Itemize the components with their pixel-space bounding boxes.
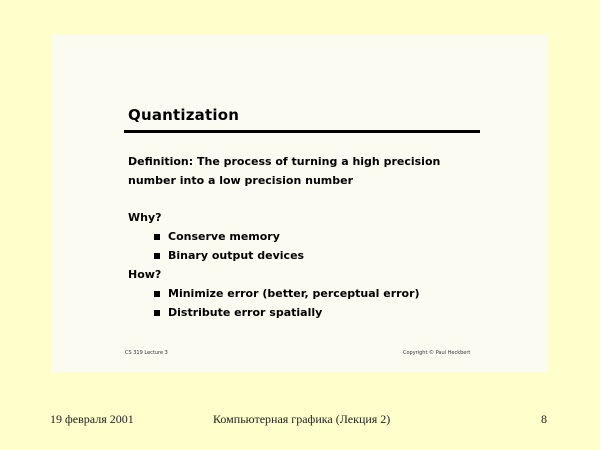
why-heading: Why? (128, 211, 162, 224)
bullet-square-icon (154, 310, 160, 316)
footer-course: Компьютерная графика (Лекция 2) (213, 412, 391, 426)
list-item-label: Conserve memory (168, 230, 280, 243)
slide-panel (52, 34, 548, 372)
list-item (154, 227, 304, 246)
how-heading: How? (128, 268, 162, 281)
title-rule (124, 130, 480, 133)
footer-page-number: 8 (541, 412, 547, 426)
bullet-square-icon (154, 234, 160, 240)
why-list (154, 227, 304, 265)
how-list (154, 284, 420, 322)
list-item-label: Binary output devices (168, 249, 305, 262)
list-item (154, 246, 304, 265)
list-item-label: Distribute error spatially (168, 306, 323, 319)
definition-text: Definition: The process of turning a high precision number into a low precision number (128, 155, 441, 187)
list-item (154, 303, 420, 322)
fine-print-right: Copyright © Paul Heckbert (403, 350, 471, 356)
list-item (154, 284, 420, 303)
footer-date: 19 февраля 2001 (50, 412, 134, 426)
bullet-square-icon (154, 291, 160, 297)
slide-title: Quantization (128, 106, 240, 124)
list-item-label: Minimize error (better, perceptual error) (168, 287, 420, 300)
bullet-square-icon (154, 253, 160, 259)
fine-print-left: CS 319 Lecture 3 (125, 350, 168, 356)
